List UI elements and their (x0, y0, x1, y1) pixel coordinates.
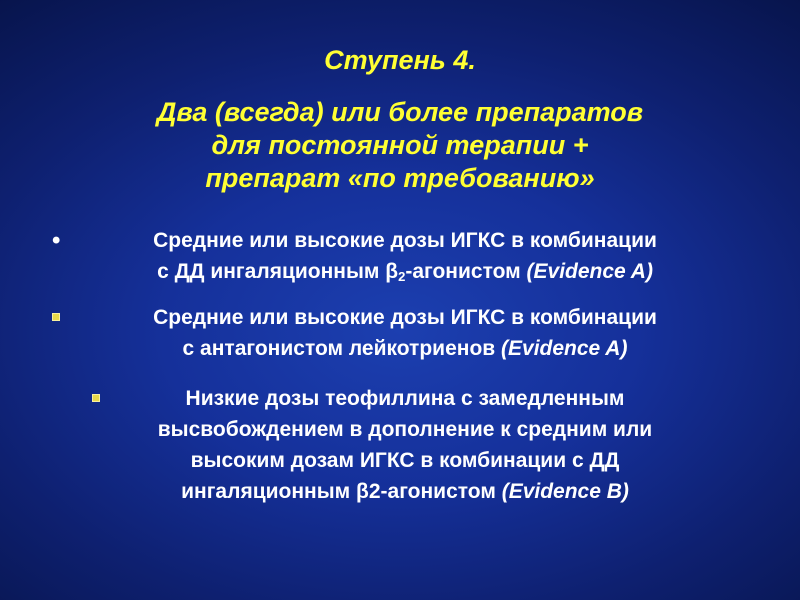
square-bullet-icon (52, 313, 60, 321)
bullet-2-line-1: Средние или высокие дозы ИГКС в комбинации (153, 306, 657, 329)
evidence-label: (Evidence A) (501, 337, 628, 360)
beta-subscript: 2 (398, 269, 406, 284)
bullet-1-line-2-suffix: -агонистом (405, 260, 521, 283)
subtitle-line-1: Два (всегда) или более препаратов (156, 97, 644, 127)
bullet-3-line-4-text: ингаляционным β2-агонистом (181, 480, 496, 503)
bullet-1-line-2-text: с ДД ингаляционным β (157, 260, 399, 283)
bullet-item-1 (40, 225, 770, 287)
bullet-2-line-2 (40, 333, 770, 364)
bullet-3-line-2: высвобождением в дополнение к средним или (157, 418, 653, 441)
subtitle (40, 96, 760, 195)
bullet-3-line-3: высоким дозам ИГКС в комбинации с ДД (190, 449, 620, 472)
bullet-item-3 (40, 383, 770, 507)
subtitle-line-3: препарат «по требованию» (205, 163, 595, 193)
bullet-3-line-1: Низкие дозы теофиллина с замедленным (185, 387, 625, 410)
bullet-3-line-4 (40, 476, 770, 507)
bullet-1-line-1: Средние или высокие дозы ИГКС в комбинации (153, 229, 657, 252)
evidence-label: (Evidence B) (501, 480, 629, 503)
subtitle-line-2: для постоянной терапии + (211, 130, 589, 160)
step-title: Ступень 4. (324, 45, 476, 75)
square-bullet-icon (92, 394, 100, 402)
bullet-2-line-2-text: с антагонистом лейкотриенов (182, 337, 496, 360)
bullet-1-line-2 (40, 256, 770, 287)
bullet-item-2 (40, 302, 770, 364)
bullet-dot-icon: • (52, 227, 61, 254)
evidence-label: (Evidence A) (526, 260, 653, 283)
